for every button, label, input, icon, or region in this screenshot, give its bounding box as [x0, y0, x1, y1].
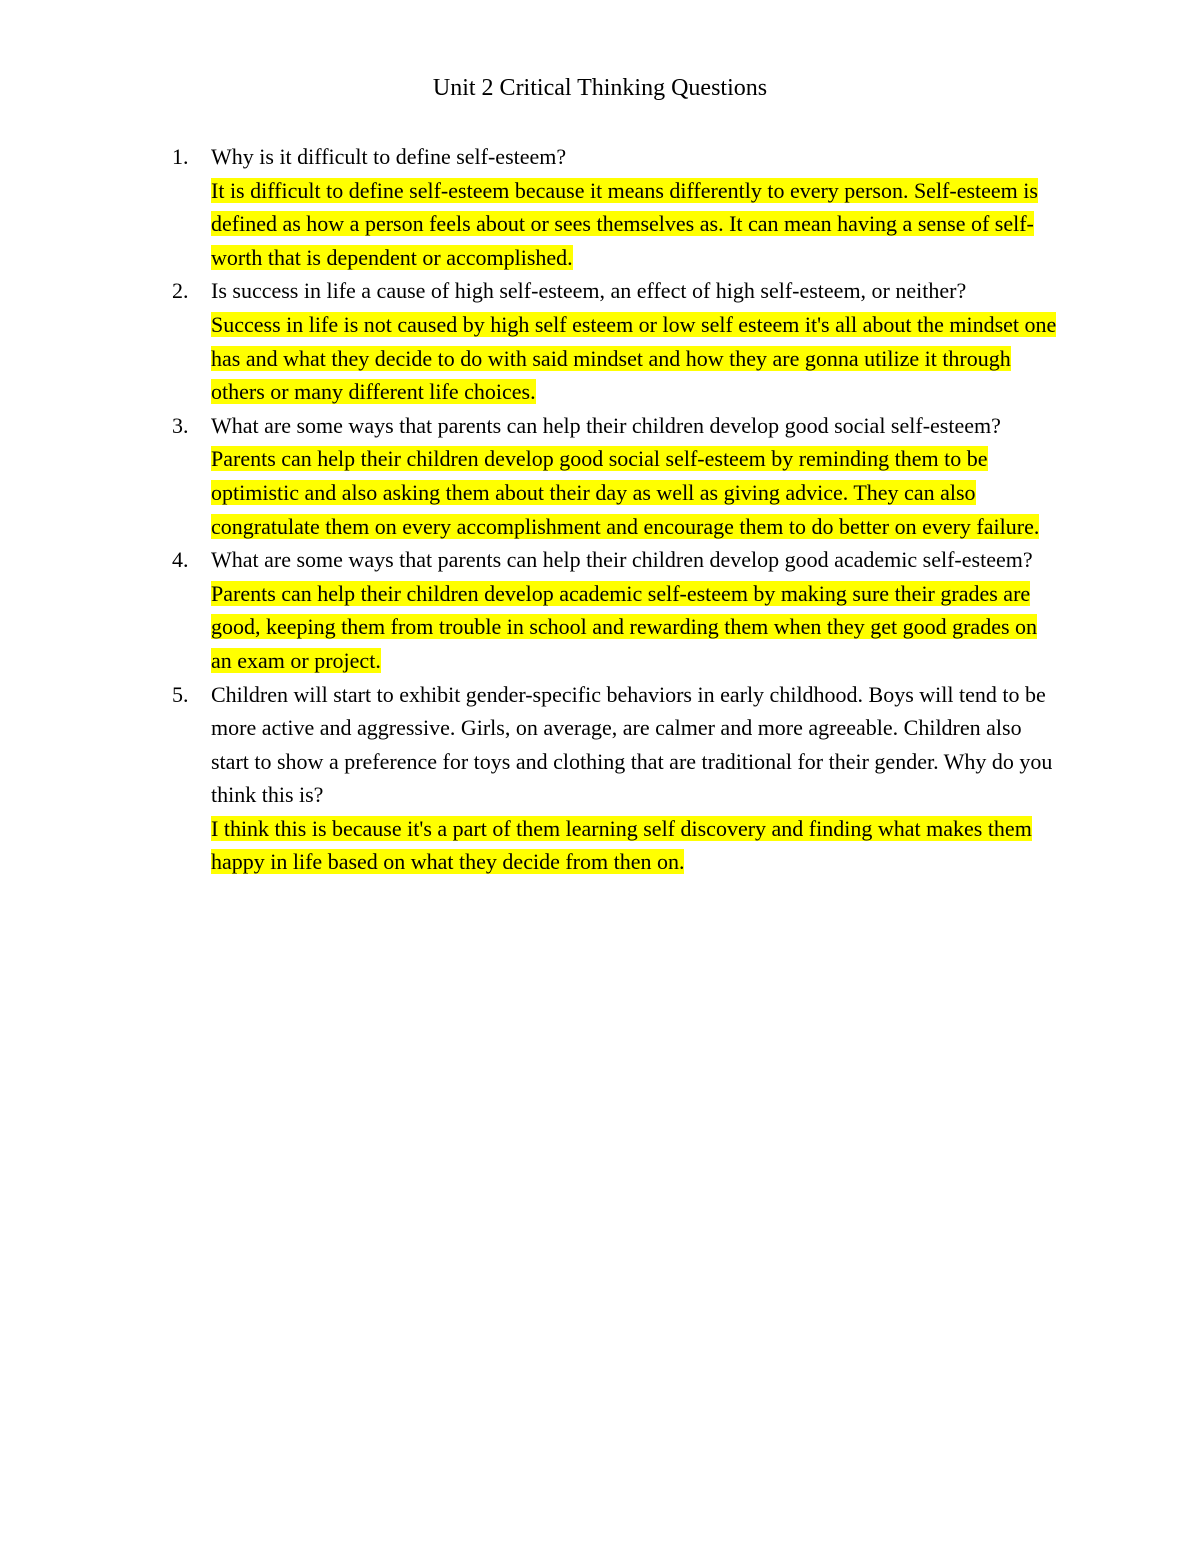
question-number: 5.: [172, 681, 189, 707]
question-number: 3.: [172, 412, 189, 438]
answer-text: Parents can help their children develop academic self-esteem by making sure their grades are good, keeping them from trouble in school and rewarding them when they get good grades on an exam or project.: [211, 580, 1038, 673]
question-item-3: [0, 409, 1200, 543]
question-list: [0, 140, 1200, 879]
question-item-5: [0, 678, 1200, 880]
answer-text: Success in life is not caused by high self esteem or low self esteem it's all about the mindset one has and what they decide to do with said mindset and how they are gonna utilize it through others or many different life choices.: [211, 311, 1057, 405]
question-text: Is success in life a cause of high self-esteem, an effect of high self-esteem, or neither?: [211, 278, 967, 304]
answer-text: I think this is because it's a part of them learning self discovery and finding what makes them happy in life based on what they decide from then on.: [211, 815, 1032, 875]
question-number: 2.: [172, 278, 189, 304]
question-item-2: [0, 274, 1200, 408]
question-item-1: [0, 140, 1200, 274]
answer-block: [211, 812, 1061, 879]
answer-text: It is difficult to define self-esteem because it means differently to every person. Self-esteem is defined as how a person feels about or sees themselves as. It can mean having a sense of self-worth that is dependent or accomplished.: [211, 177, 1038, 270]
question-number: 4.: [172, 547, 189, 573]
question-text: Why is it difficult to define self-esteem?: [211, 144, 567, 169]
page-title: Unit 2 Critical Thinking Questions: [432, 75, 768, 101]
question-text: Children will start to exhibit gender-specific behaviors in early childhood. Boys will tend to be more active and aggressive. Girls, on average, are calmer and more agreeable. Children also start to show a preference for toys and clothing that are traditional for their gender. Why do you think this is?: [211, 681, 1053, 808]
answer-block: [211, 577, 1061, 678]
question-item-4: [0, 543, 1200, 677]
question-text: What are some ways that parents can help their children develop good academic self-esteem?: [211, 547, 1033, 573]
answer-block: [211, 442, 1061, 543]
answer-text: Parents can help their children develop good social self-esteem by reminding them to be optimistic and also asking them about their day as well as giving advice. They can also congratulate them on every accomplishment and encourage them to do better on every failure.: [211, 446, 1040, 539]
question-text: What are some ways that parents can help their children develop good social self-esteem?: [211, 412, 1001, 438]
question-number: 1.: [172, 144, 189, 169]
answer-block: [211, 308, 1061, 409]
answer-block: [211, 174, 1061, 275]
